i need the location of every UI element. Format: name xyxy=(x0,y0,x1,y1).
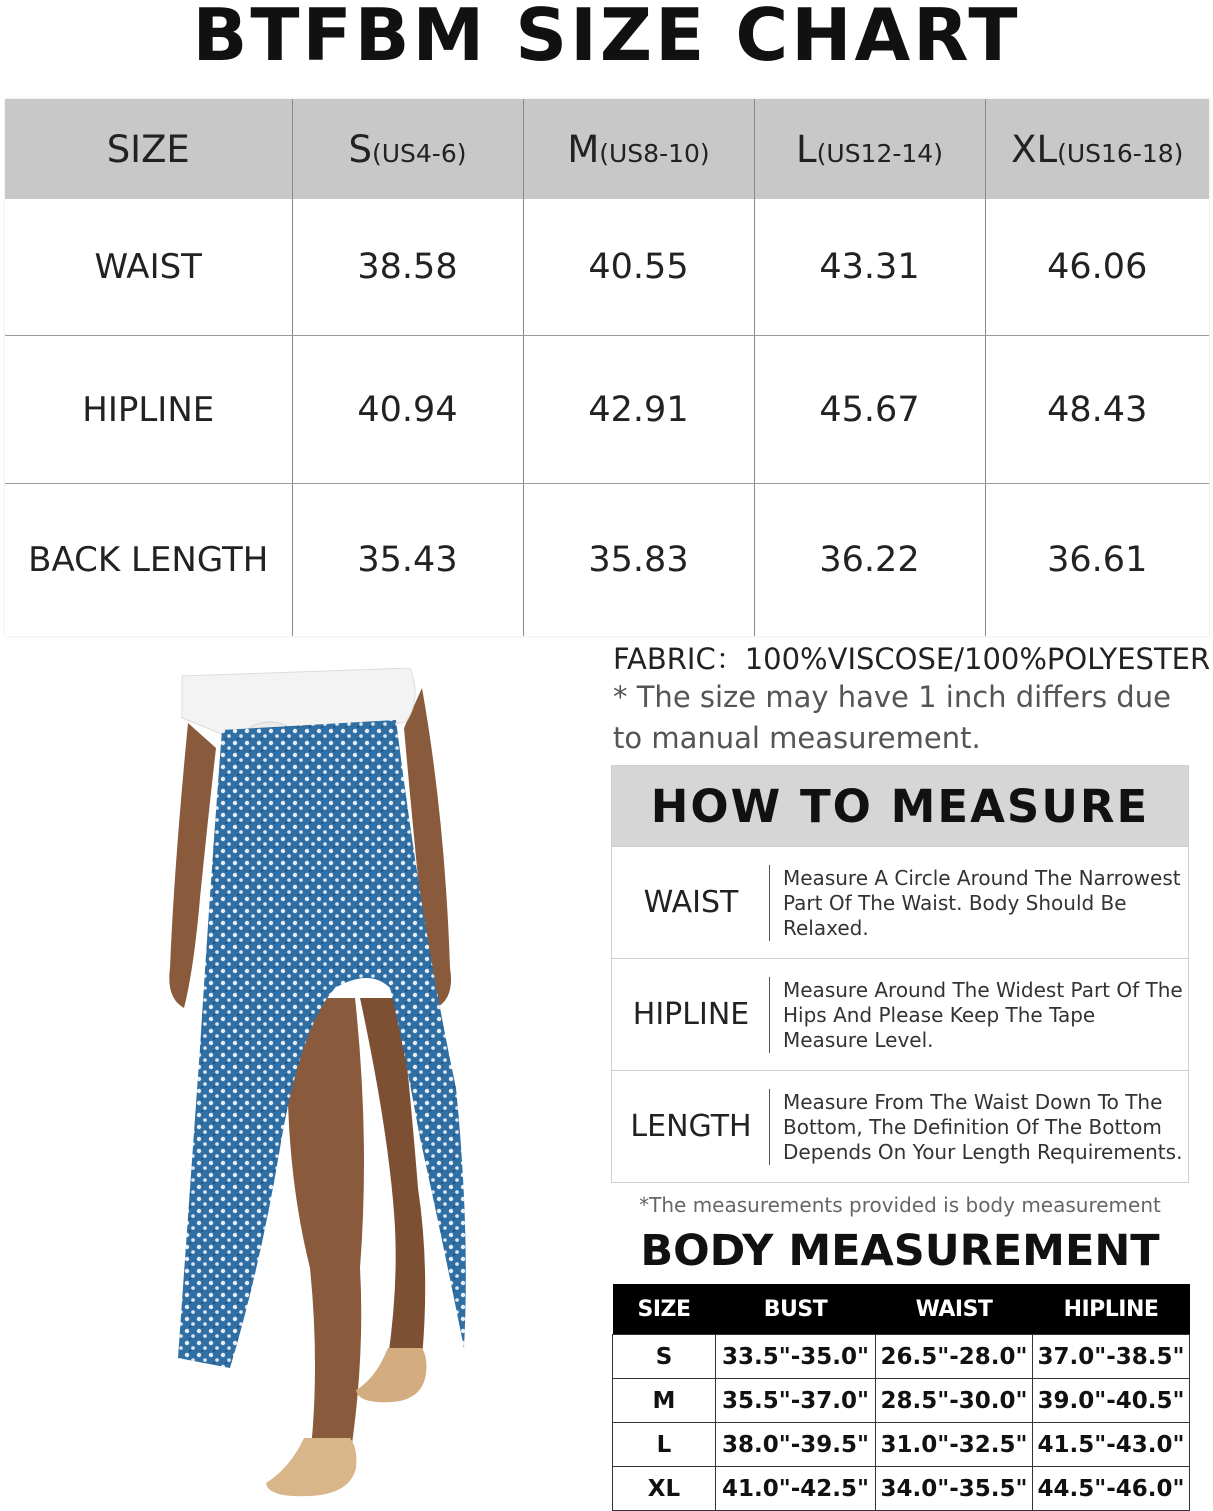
size-letter: L xyxy=(796,127,817,171)
table-row-waist xyxy=(5,199,1209,336)
column-header: BUST xyxy=(716,1284,876,1335)
measure-description: Measure From The Waist Down To The Bottom, The Definition Of The Bottom Depends On Your Length Requirements. xyxy=(783,1090,1183,1164)
size-header-l xyxy=(754,99,985,199)
table-cell: 31.0"-32.5" xyxy=(876,1423,1033,1467)
row-label: BACK LENGTH xyxy=(28,540,269,580)
table-cell: 33.5"-35.0" xyxy=(716,1335,876,1379)
table-cell: 28.5"-30.0" xyxy=(876,1379,1033,1423)
size-note: * The size may have 1 inch differs due to manual measurement. xyxy=(613,680,1171,755)
table-row-back-length xyxy=(5,484,1209,637)
row-label: HIPLINE xyxy=(5,336,292,484)
table-cell: 42.91 xyxy=(523,336,754,484)
divider xyxy=(769,865,770,941)
table-cell: 39.0"-40.5" xyxy=(1033,1379,1190,1423)
table-cell: 36.22 xyxy=(754,484,985,637)
measure-row-length xyxy=(612,1070,1188,1182)
measure-label: HIPLINE xyxy=(632,997,750,1032)
body-measurement-note: *The measurements provided is body measurement xyxy=(639,1193,1161,1217)
size-header-xl xyxy=(985,99,1209,199)
table-cell: 40.94 xyxy=(292,336,523,484)
table-cell: 26.5"-28.0" xyxy=(876,1335,1033,1379)
how-to-measure-panel xyxy=(611,765,1189,1183)
size-corner-header: SIZE xyxy=(5,99,292,199)
table-cell: L xyxy=(613,1423,716,1467)
table-cell: 44.5"-46.0" xyxy=(1033,1467,1190,1511)
model-illustration xyxy=(160,668,470,1498)
table-cell: 35.5"-37.0" xyxy=(716,1379,876,1423)
table-cell: M xyxy=(613,1379,716,1423)
size-us: (US12-14) xyxy=(816,138,943,168)
column-header: WAIST xyxy=(876,1284,1033,1335)
table-cell: 36.61 xyxy=(985,484,1209,637)
measure-label: LENGTH xyxy=(630,1109,752,1144)
how-to-measure-title: HOW TO MEASURE xyxy=(612,766,1188,846)
column-header: SIZE xyxy=(613,1284,716,1335)
table-cell: 35.83 xyxy=(523,484,754,637)
table-cell: 46.06 xyxy=(985,199,1209,336)
measure-row-hipline xyxy=(612,958,1188,1070)
model-photo xyxy=(160,668,470,1498)
size-us: (US4-6) xyxy=(371,138,467,168)
size-letter: M xyxy=(567,127,600,171)
size-header-s xyxy=(292,99,523,199)
table-cell: 41.0"-42.5" xyxy=(716,1467,876,1511)
size-header-m xyxy=(523,99,754,199)
measure-description: Measure Around The Widest Part Of The Hips And Please Keep The Tape Measure Level. xyxy=(783,978,1183,1052)
measure-row-waist xyxy=(612,846,1188,958)
fabric-info: FABRIC：100%VISCOSE/100%POLYESTER xyxy=(613,642,1211,676)
table-cell: S xyxy=(613,1335,716,1379)
table-cell: 38.0"-39.5" xyxy=(716,1423,876,1467)
table-cell: 48.43 xyxy=(985,336,1209,484)
table-cell: 43.31 xyxy=(754,199,985,336)
column-header: HIPLINE xyxy=(1033,1284,1190,1335)
measure-description: Measure A Circle Around The Narrowest Part Of The Waist. Body Should Be Relaxed. xyxy=(783,866,1181,940)
body-measurement-title: BODY MEASUREMENT xyxy=(640,1226,1160,1276)
table-cell: 41.5"-43.0" xyxy=(1033,1423,1190,1467)
table-cell: 37.0"-38.5" xyxy=(1033,1335,1190,1379)
size-chart-table xyxy=(5,99,1209,636)
body-header-row xyxy=(613,1284,1190,1335)
table-cell: 45.67 xyxy=(754,336,985,484)
size-letter: S xyxy=(348,127,372,171)
row-label: WAIST xyxy=(5,199,292,336)
table-cell: XL xyxy=(613,1467,716,1511)
table-cell: 40.55 xyxy=(523,199,754,336)
table-row xyxy=(613,1379,1190,1423)
table-cell: 34.0"-35.5" xyxy=(876,1467,1033,1511)
size-us: (US8-10) xyxy=(599,138,710,168)
table-row xyxy=(613,1467,1190,1511)
table-row-hipline xyxy=(5,336,1209,484)
divider xyxy=(769,977,770,1053)
table-cell: 38.58 xyxy=(292,199,523,336)
size-us: (US16-18) xyxy=(1057,138,1184,168)
divider xyxy=(769,1089,770,1165)
body-measurement-table xyxy=(612,1284,1190,1511)
page-title: BTFBM SIZE CHART xyxy=(192,0,1021,77)
size-letter: XL xyxy=(1011,127,1058,171)
size-header-row xyxy=(5,99,1209,199)
table-cell: 35.43 xyxy=(292,484,523,637)
measure-label: WAIST xyxy=(643,885,739,920)
table-row xyxy=(613,1423,1190,1467)
table-row xyxy=(613,1335,1190,1379)
